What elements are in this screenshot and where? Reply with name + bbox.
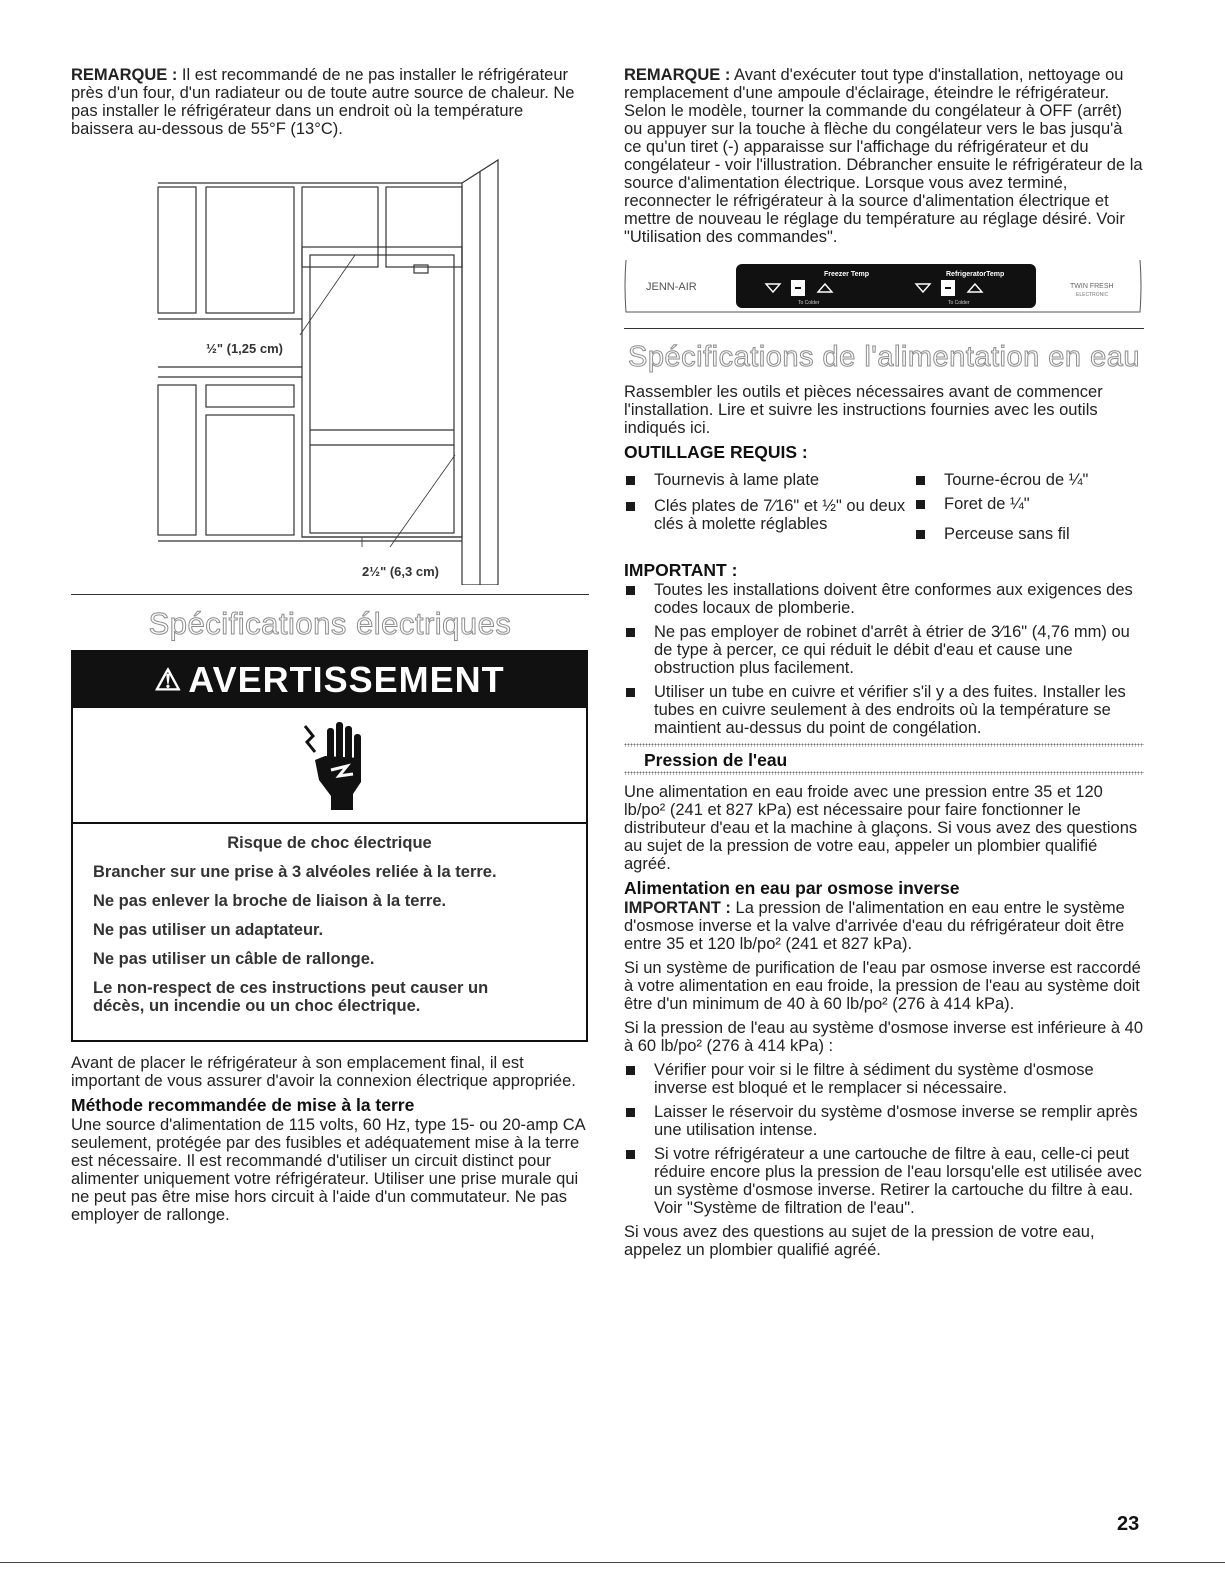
svg-text:To Colder: To Colder — [948, 300, 970, 306]
section-divider — [624, 328, 1144, 329]
twin-fresh-badge: TWIN FRESH — [1070, 283, 1114, 290]
note-power-off: REMARQUE : Avant d'exécuter tout type d'installation, nettoyage ou remplacement d'une ampoule d'éclairage, éteindre le réfrigérateur. Selon le modèle, tourner la commande du congélateur à OFF (arrêt) ou appuyer sur la touche à flèche du congélateur vers le bas jusqu'à ce qu'un tiret (-) apparaisse sur l'affichage du réfrigérateur et du congélateur - voir l'illustration. Débrancher ensuite le réfrigérateur de la source d'alimentation électrique. Lorsque vous avez terminé, reconnecter le réfrigérateur à la source d'alimentation électrique et mettre de nouveau le réglage du température au réglage désiré. Voir "Utilisation des commandes". — [624, 66, 1143, 246]
section-title-water: Spécifications de l'alimentation en eau — [628, 341, 1140, 373]
grounding-intro: Avant de placer le réfrigérateur à son emplacement final, il est important de vous assurer d'avoir la connexion électrique appropriée. — [71, 1054, 576, 1090]
grounding-method-text: Une source d'alimentation de 115 volts, 60 Hz, type 15- ou 20-amp CA seulement, protégée par des fusibles et adéquatement mise à la terre est nécessaire. Il est recommandé d'utiliser un circuit distinct pour alimenter uniquement votre réfrigérateur. Utiliser une prise murale qui ne peut pas être mise hors circuit à l'aide d'un commutateur. Ne pas employer de rallonge. — [71, 1116, 585, 1224]
clearance-bottom-label: 2½" (6,3 cm) — [362, 564, 439, 579]
svg-text:ELECTRONIC: ELECTRONIC — [1076, 292, 1109, 298]
clearance-top-label: ½" (1,25 cm) — [206, 341, 283, 356]
warning-box — [71, 650, 588, 1042]
tool-item: Perceuse sans fil — [914, 525, 1164, 543]
page-bottom-rule — [0, 1562, 1225, 1563]
list-item: Vérifier pour voir si le filtre à sédiment du système d'osmose inverse est bloqué et le remplacer si nécessaire. — [624, 1061, 1144, 1097]
left-column — [71, 66, 589, 144]
list-item: Si votre réfrigérateur a une cartouche de filtre à eau, celle-ci peut réduire encore plus la pression de l'eau lorsqu'elle est utilisée avec un système d'osmose inverse. Retirer la cartouche du filtre à eau. Voir "Système de filtration de l'eau". — [624, 1145, 1144, 1217]
list-item: Utiliser un tube en cuivre et vérifier s'il y a des fuites. Installer les tubes en cuivre seulement à des endroits où la température se maintient au-dessus du point de congélation. — [624, 683, 1144, 737]
ro-paragraph: Si la pression de l'eau au système d'osmose inverse est inférieure à 40 à 60 lb/po² (276 à 414 kPa) : — [624, 1019, 1143, 1055]
dotted-rule — [624, 743, 1144, 747]
right-column — [624, 66, 1144, 1265]
svg-text:Freezer Temp: Freezer Temp — [824, 271, 869, 278]
warning-header: ⚠ AVERTISSEMENT — [73, 652, 586, 708]
closing-text: Si vous avez des questions au sujet de la pression de votre eau, appelez un plombier qualifié agréé. — [624, 1223, 1095, 1259]
ro-list — [624, 1061, 1144, 1217]
reverse-osmosis-title: Alimentation en eau par osmose inverse — [624, 878, 960, 898]
ro-paragraph: Si un système de purification de l'eau par osmose inverse est raccordé à votre alimentation en eau froide, la pression de l'eau au système doit être d'un minimum de 40 à 60 lb/po² (276 à 414 kPa). — [624, 959, 1141, 1013]
control-panel-illustration — [624, 256, 1144, 320]
ro-important: IMPORTANT : La pression de l'alimentation en eau entre le système d'osmose inverse et la valve d'arrivée d'eau du réfrigérateur doit être entre 35 et 120 lb/po² (241 et 827 kPa). — [624, 899, 1125, 953]
list-item: Toutes les installations doivent être conformes aux exigences des codes locaux de plomberie. — [624, 581, 1144, 617]
pressure-text: Une alimentation en eau froide avec une pression entre 35 et 120 lb/po² (241 et 827 kPa) est nécessaire pour faire fonctionner le distributeur d'eau et la machine à glaçons. Si vous avez des questions au sujet de la pression de votre eau, appeler un plombier qualifié agréé. — [624, 783, 1138, 873]
svg-text:To Colder: To Colder — [798, 300, 820, 306]
dotted-rule — [624, 771, 1144, 775]
warning-line: Ne pas utiliser un câble de rallonge. — [93, 950, 375, 968]
warning-line: Ne pas utiliser un adaptateur. — [93, 921, 324, 939]
important-title: IMPORTANT : — [624, 560, 738, 580]
page-number: 23 — [1117, 1513, 1140, 1535]
warning-line: Brancher sur une prise à 3 alvéoles reliée à la terre. — [93, 863, 497, 881]
warning-consequence: Le non-respect de ces instructions peut causer un décès, un incendie ou un choc électrique. — [93, 979, 489, 1015]
hazard-title: Risque de choc électrique — [227, 834, 432, 852]
list-item: Ne pas employer de robinet d'arrêt à étrier de 3⁄16" (4,76 mm) ou de type à percer, ce qui réduit le débit d'eau et cause une obstruction plus facilement. — [624, 623, 1144, 677]
pressure-header — [624, 743, 1144, 773]
tools-title: OUTILLAGE REQUIS : — [624, 442, 808, 462]
warning-line: Ne pas enlever la broche de liaison à la terre. — [93, 892, 447, 910]
brand-logo: JENN-AIR — [646, 281, 697, 293]
tool-item: Foret de ¼" — [914, 495, 1164, 513]
svg-text:RefrigeratorTemp: RefrigeratorTemp — [946, 271, 1005, 278]
list-item: Laisser le réservoir du système d'osmose inverse se remplir après une utilisation intense. — [624, 1103, 1144, 1139]
tool-item: Clés plates de 7⁄16" et ½" ou deux clés à molette réglables — [624, 497, 924, 533]
installation-clearance-figure — [150, 155, 510, 585]
warning-triangle-icon: ⚠ — [154, 664, 183, 697]
section-divider — [71, 594, 589, 595]
tools-list — [624, 471, 1144, 551]
grounding-method-title: Méthode recommandée de mise à la terre — [71, 1095, 415, 1115]
tool-item: Tournevis à lame plate — [624, 471, 914, 489]
electric-shock-hand-icon — [301, 720, 371, 812]
note-installation: REMARQUE : Il est recommandé de ne pas installer le réfrigérateur près d'un four, d'un radiateur ou de toute autre source de chaleur. Ne pas installer le réfrigérateur dans un endroit où la température baissera au-dessous de 55°F (13°C). — [71, 66, 575, 138]
pressure-title: Pression de l'eau — [644, 750, 788, 770]
tools-intro: Rassembler les outils et pièces nécessaires avant de commencer l'installation. Lire et suivre les instructions fournies avec les outils indiqués ici. — [624, 383, 1103, 437]
section-title-electrical: Spécifications électriques — [148, 606, 512, 641]
tool-item: Tourne-écrou de ¼" — [914, 471, 1164, 489]
important-list — [624, 581, 1144, 737]
